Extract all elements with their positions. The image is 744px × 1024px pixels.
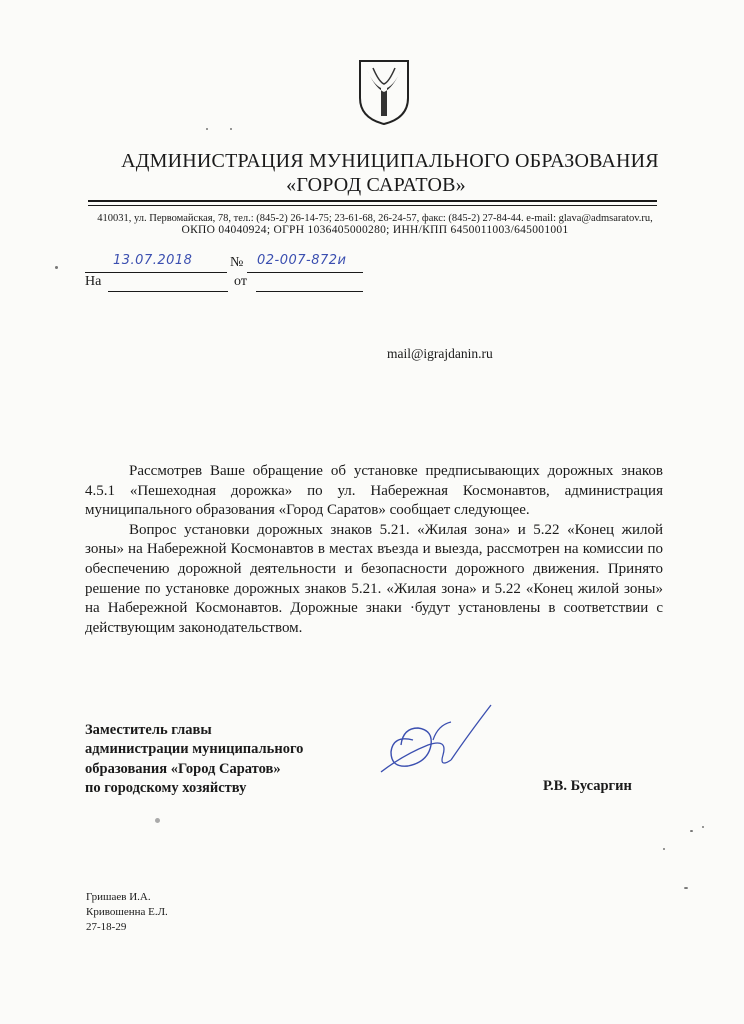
letter-body	[85, 462, 663, 638]
date-handwritten: 13.07.2018	[113, 253, 193, 268]
body-paragraph-2: Вопрос установки дорожных знаков 5.21. «Жилая зона» и 5.22 «Конец жилой зоны» на Набережной Космонавтов в местах въезда и выезда, рассмотрен на комиссии по обеспечению дорожной деятельности и безопасности дорожного движения. Принято решение по установке дорожных знаков 5.21. «Жилая зона» и 5.22 «Конец жилой зоны» на Набережной Космонавтов. Дорожные знаки ·будут установлены в соответствии с действующим законодательством.	[85, 521, 663, 636]
scan-speck	[684, 887, 688, 889]
address-line: 410031, ул. Первомайская, 78, тел.: (845-2) 26-14-75; 23-61-68, 26-24-57, факс: (845-2) 27-84-44. e-mail: glava@admsaratov.ru,	[97, 213, 653, 224]
date-field	[85, 253, 227, 273]
scan-speck	[702, 826, 704, 828]
organization-title: АДМИНИСТРАЦИЯ МУНИЦИПАЛЬНОГО ОБРАЗОВАНИЯ	[121, 150, 659, 172]
executor-1: Гришаев И.А.	[86, 891, 151, 903]
signatory-position	[85, 721, 303, 798]
saratov-coat-of-arms-icon	[357, 58, 411, 126]
body-paragraph-1: Рассмотрев Ваше обращение об установке предписывающих дорожных знаков 4.5.1 «Пешеходная дорожка» по ул. Набережная Космонавтов, администрация муниципального образования «Город Саратов» сообщает следующее.	[85, 463, 663, 519]
scan-speck	[230, 128, 232, 130]
on-label: На	[85, 274, 102, 289]
on-field	[108, 275, 228, 292]
scan-speck	[690, 830, 693, 832]
recipient-email: mail@igrajdanin.ru	[387, 346, 493, 361]
signatory-name: Р.В. Бусаргин	[543, 778, 632, 794]
organization-subtitle: «ГОРОД САРАТОВ»	[286, 174, 466, 196]
codes-line: ОКПО 04040924; ОГРН 1036405000280; ИНН/КПП 6450011003/645001001	[181, 224, 569, 236]
scan-speck	[155, 818, 160, 823]
number-field	[247, 253, 363, 273]
executor-2: Кривошенна Е.Л.	[86, 906, 168, 918]
scan-speck	[663, 848, 665, 850]
position-line-3: образования «Город Саратов»	[85, 760, 281, 777]
header-rule-thin	[88, 205, 657, 206]
number-sign: №	[230, 255, 244, 270]
header-rule-thick	[88, 200, 657, 202]
from-label: от	[234, 274, 247, 289]
number-handwritten: 02-007-872и	[257, 253, 347, 268]
position-line-2: администрации муниципального	[85, 741, 304, 758]
from-field	[256, 275, 363, 292]
executors-block	[86, 890, 168, 935]
position-line-4: по городскому хозяйству	[85, 779, 247, 796]
handwritten-signature-icon	[373, 700, 503, 785]
scan-speck	[55, 266, 58, 269]
scan-speck	[206, 128, 208, 130]
executor-phone: 27-18-29	[86, 921, 127, 933]
position-line-1: Заместитель главы	[85, 722, 212, 738]
